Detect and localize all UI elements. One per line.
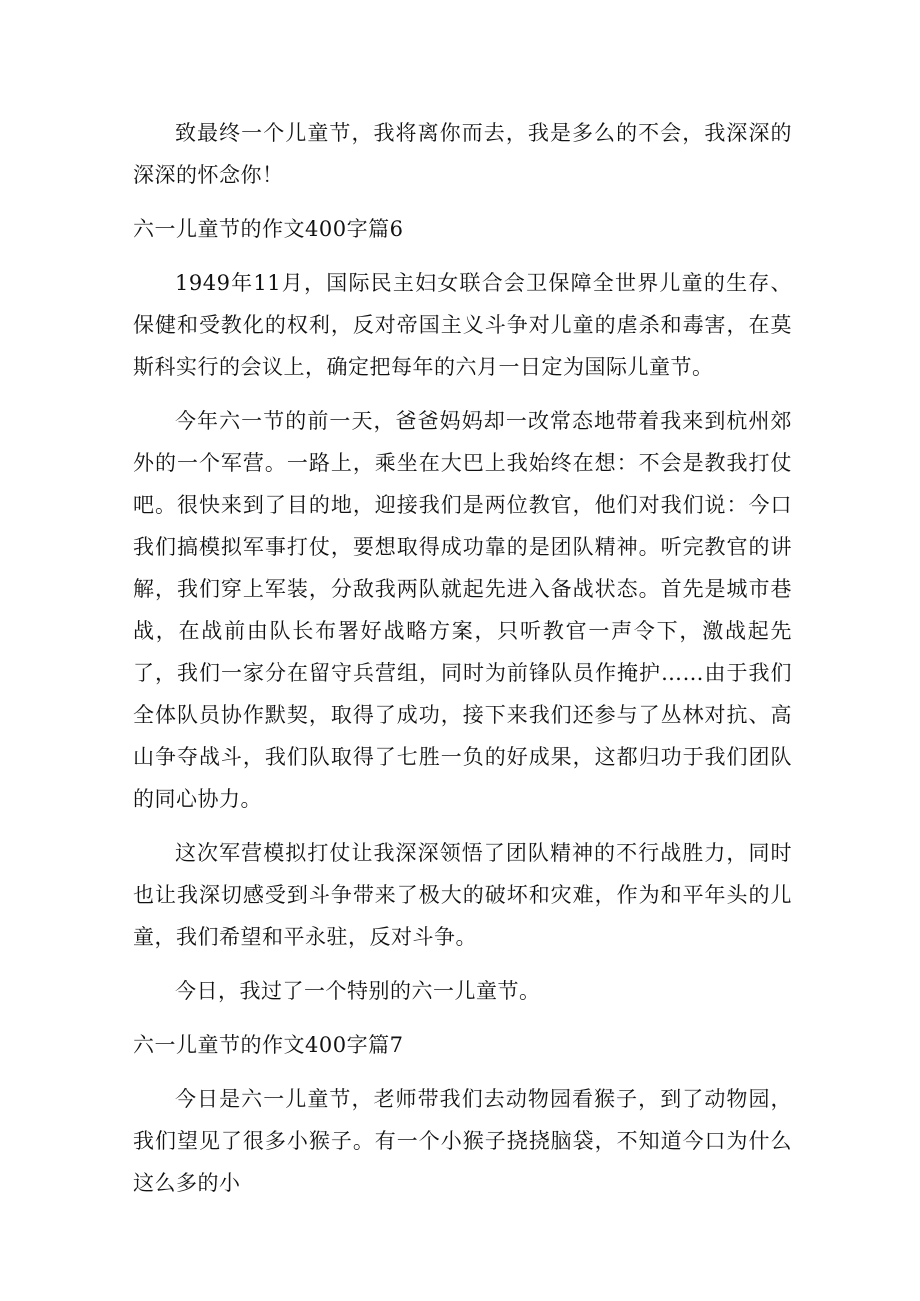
section-heading-6: 六一儿童节的作文400字篇6 (133, 217, 404, 241)
paragraph-military-camp: 今年六一节的前一天，爸爸妈妈却一改常态地带着我来到杭州郊外的一个军营。一路上，乘坐在大巴上我始终在想：不会是教我打仗吧。很快来到了目的地，迎接我们是两位教官，他们对我们说：今口我们搞模拟军事打仗，要想取得成功靠的是团队精神。听完教官的讲解，我们穿上军装，分敌我两队就起先进入备战状态。首先是城市巷战，在战前由队长布署好战略方案，只听教官一声令下，激战起先了，我们一家分在留守兵营组，同时为前锋队员作掩护……由于我们全体队员协作默契，取得了成功，接下来我们还参与了丛林对抗、高山争夺战斗，我们队取得了七胜一负的好成果，这都归功于我们团队的同心协力。 (133, 409, 792, 811)
paragraph-special-day: 今日，我过了一个特别的六一儿童节。 (175, 979, 541, 1003)
section-heading-7: 六一儿童节的作文400字篇7 (133, 1033, 404, 1057)
paragraph-zoo: 今日是六一儿童节，老师带我们去动物园看猴子，到了动物园，我们望见了很多小猴子。有一个小猴子挠挠脑袋，不知道今口为什么这么多的小 (133, 1087, 792, 1195)
paragraph-reflection: 这次军营模拟打仗让我深深领悟了团队精神的不行战胜力，同时也让我深切感受到斗争带来了极大的破坏和灾难，作为和平年头的儿童，我们希望和平永驻，反对斗争。 (133, 841, 792, 949)
paragraph-closing: 致最终一个儿童节，我将离你而去，我是多么的不会，我深深的深深的怀念你！ (133, 121, 792, 187)
paragraph-history: 1949年11月，国际民主妇女联合会卫保障全世界儿童的生存、保健和受教化的权利，反对帝国主义斗争对儿童的虐杀和毒害，在莫斯科实行的会议上，确定把每年的六月一日定为国际儿童节。 (133, 271, 792, 379)
